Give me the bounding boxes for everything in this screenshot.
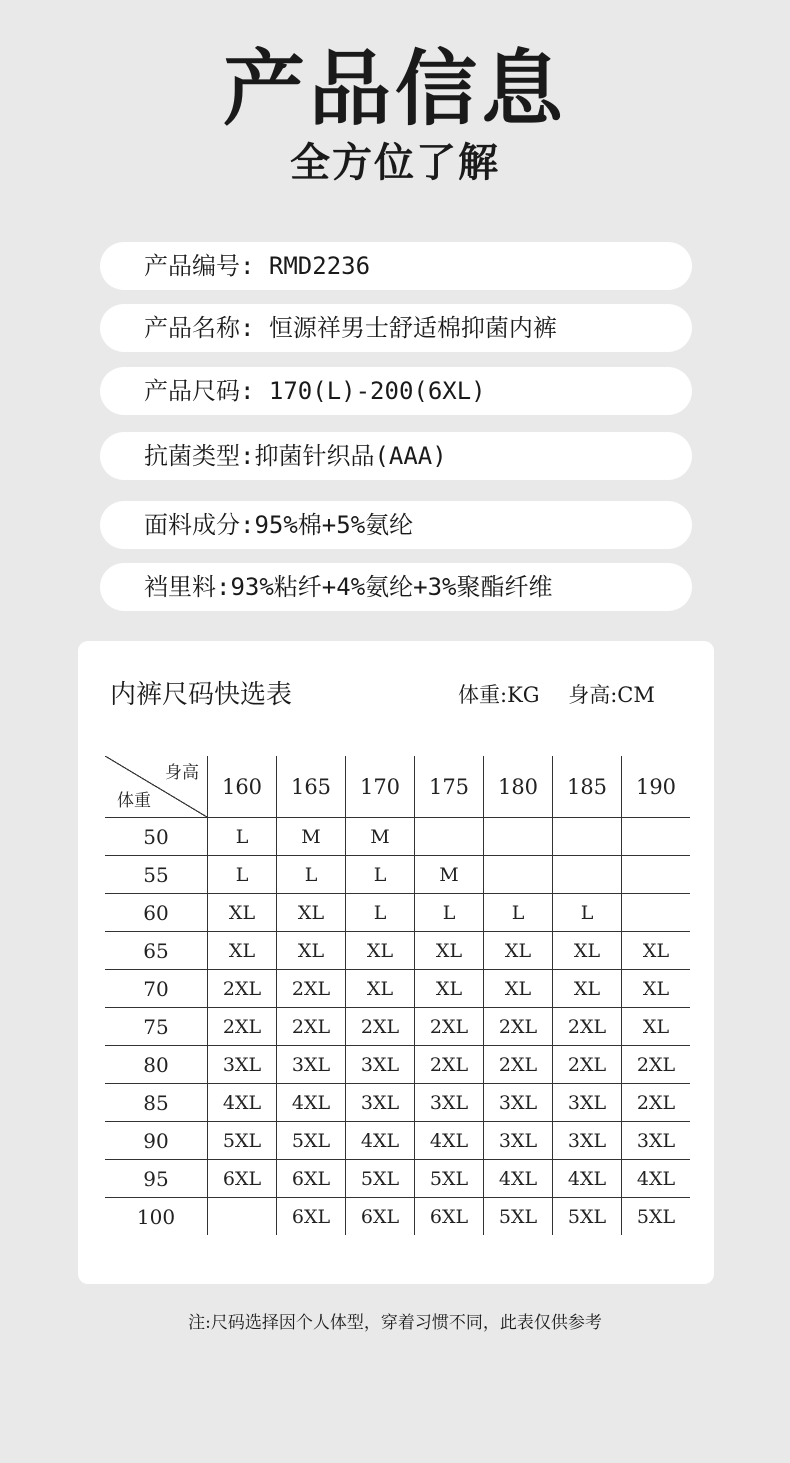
size-cell: 3XL: [346, 1084, 415, 1122]
size-cell: 6XL: [277, 1160, 346, 1198]
size-cell: 2XL: [346, 1008, 415, 1046]
size-cell: M: [346, 818, 415, 856]
size-cell: 2XL: [277, 970, 346, 1008]
weight-cell: 75: [105, 1008, 208, 1046]
size-cell: L: [208, 818, 277, 856]
size-cell: XL: [277, 932, 346, 970]
weight-cell: 90: [105, 1122, 208, 1160]
size-cell: XL: [346, 970, 415, 1008]
size-cell: 6XL: [415, 1198, 484, 1236]
table-row: [105, 818, 690, 856]
height-header-cell: 180: [484, 756, 553, 818]
size-cell: [622, 818, 691, 856]
size-cell: [415, 818, 484, 856]
size-cell: L: [346, 894, 415, 932]
corner-label-weight: 体重: [117, 791, 151, 811]
size-cell: M: [415, 856, 484, 894]
size-cell: [553, 818, 622, 856]
size-cell: [622, 894, 691, 932]
size-cell: 2XL: [553, 1008, 622, 1046]
info-crotch-lining: 裆里料:93%粘纤+4%氨纶+3%聚酯纤维: [100, 563, 692, 611]
size-cell: XL: [484, 932, 553, 970]
size-cell: [553, 856, 622, 894]
size-cell: XL: [415, 970, 484, 1008]
size-cell: 4XL: [208, 1084, 277, 1122]
size-cell: XL: [208, 932, 277, 970]
size-cell: 4XL: [553, 1160, 622, 1198]
size-cell: XL: [484, 970, 553, 1008]
size-chart-table: [105, 756, 690, 1235]
table-row: [105, 932, 690, 970]
size-cell: 4XL: [277, 1084, 346, 1122]
size-chart-units: [458, 679, 655, 711]
size-cell: XL: [622, 970, 691, 1008]
size-cell: 3XL: [277, 1046, 346, 1084]
size-cell: 2XL: [484, 1008, 553, 1046]
size-cell: L: [484, 894, 553, 932]
size-cell: XL: [622, 1008, 691, 1046]
size-cell: 5XL: [553, 1198, 622, 1236]
height-header-cell: 165: [277, 756, 346, 818]
size-cell: XL: [622, 932, 691, 970]
size-cell: 2XL: [208, 970, 277, 1008]
size-cell: M: [277, 818, 346, 856]
size-cell: 3XL: [622, 1122, 691, 1160]
height-header-cell: 160: [208, 756, 277, 818]
size-cell: L: [346, 856, 415, 894]
size-cell: XL: [553, 970, 622, 1008]
size-cell: 2XL: [553, 1046, 622, 1084]
size-cell: L: [208, 856, 277, 894]
size-cell: 6XL: [277, 1198, 346, 1236]
size-cell: [484, 818, 553, 856]
size-cell: 5XL: [484, 1198, 553, 1236]
height-header-cell: 185: [553, 756, 622, 818]
corner-label-height: 身高: [165, 763, 199, 783]
size-cell: 2XL: [622, 1084, 691, 1122]
height-header-cell: 175: [415, 756, 484, 818]
size-chart-card: [78, 641, 714, 1284]
weight-cell: 85: [105, 1084, 208, 1122]
table-row: [105, 1008, 690, 1046]
size-cell: 2XL: [277, 1008, 346, 1046]
table-row: [105, 1122, 690, 1160]
size-cell: L: [415, 894, 484, 932]
unit-weight: 体重:KG: [458, 683, 540, 707]
size-cell: 4XL: [484, 1160, 553, 1198]
info-antibacterial-type: 抗菌类型:抑菌针织品(AAA): [100, 432, 692, 480]
size-cell: 5XL: [415, 1160, 484, 1198]
height-header-cell: 170: [346, 756, 415, 818]
size-cell: 2XL: [622, 1046, 691, 1084]
size-cell: 3XL: [553, 1122, 622, 1160]
size-cell: XL: [208, 894, 277, 932]
table-row: [105, 1084, 690, 1122]
size-cell: 3XL: [484, 1084, 553, 1122]
size-cell: 3XL: [346, 1046, 415, 1084]
size-cell: [622, 856, 691, 894]
size-cell: [208, 1198, 277, 1236]
size-cell: XL: [346, 932, 415, 970]
size-cell: 4XL: [415, 1122, 484, 1160]
weight-cell: 65: [105, 932, 208, 970]
size-cell: 6XL: [208, 1160, 277, 1198]
table-row: [105, 1160, 690, 1198]
size-cell: 2XL: [484, 1046, 553, 1084]
weight-cell: 60: [105, 894, 208, 932]
size-cell: 3XL: [553, 1084, 622, 1122]
size-cell: L: [277, 856, 346, 894]
size-chart-corner-cell: [105, 756, 208, 818]
size-cell: 5XL: [277, 1122, 346, 1160]
size-cell: 4XL: [622, 1160, 691, 1198]
size-cell: L: [553, 894, 622, 932]
footnote: 注:尺码选择因个人体型，穿着习惯不同，此表仅供参考: [188, 1313, 602, 1333]
size-cell: 4XL: [346, 1122, 415, 1160]
size-cell: 5XL: [208, 1122, 277, 1160]
table-row: [105, 1198, 690, 1236]
size-cell: 2XL: [415, 1046, 484, 1084]
table-row: [105, 1046, 690, 1084]
table-row: [105, 856, 690, 894]
weight-cell: 70: [105, 970, 208, 1008]
info-product-size: 产品尺码: 170(L)-200(6XL): [100, 367, 692, 415]
size-cell: XL: [553, 932, 622, 970]
weight-cell: 50: [105, 818, 208, 856]
table-row: [105, 894, 690, 932]
size-cell: 3XL: [415, 1084, 484, 1122]
size-cell: 5XL: [622, 1198, 691, 1236]
weight-cell: 95: [105, 1160, 208, 1198]
page-title: 产品信息: [222, 42, 567, 137]
weight-cell: 100: [136, 1204, 176, 1229]
info-product-name: 产品名称: 恒源祥男士舒适棉抑菌内裤: [100, 304, 692, 352]
weight-cell: 80: [105, 1046, 208, 1084]
size-cell: 2XL: [208, 1008, 277, 1046]
info-fabric-composition: 面料成分:95%棉+5%氨纶: [100, 501, 692, 549]
height-header-cell: 190: [622, 756, 691, 818]
size-chart-title: 内裤尺码快选表: [110, 680, 293, 710]
size-cell: 5XL: [346, 1160, 415, 1198]
table-row: [105, 970, 690, 1008]
size-cell: [484, 856, 553, 894]
size-cell: XL: [277, 894, 346, 932]
info-product-code: 产品编号: RMD2236: [100, 242, 692, 290]
size-chart-header-row: [105, 756, 690, 818]
size-cell: 3XL: [484, 1122, 553, 1160]
size-cell: XL: [415, 932, 484, 970]
size-cell: 2XL: [415, 1008, 484, 1046]
size-cell: 6XL: [346, 1198, 415, 1236]
size-cell: 3XL: [208, 1046, 277, 1084]
unit-height: 身高:CM: [568, 683, 655, 707]
weight-cell: 55: [105, 856, 208, 894]
page-subtitle: 全方位了解: [290, 140, 500, 186]
